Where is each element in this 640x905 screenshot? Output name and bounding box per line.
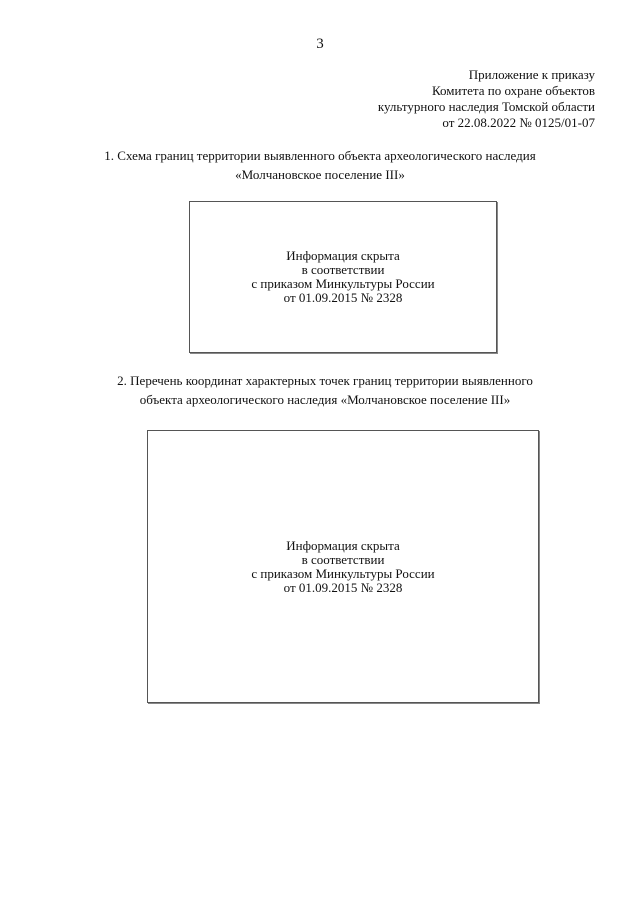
section-1-heading-line: 1. Схема границ территории выявленного объекта археологического наследия [104, 148, 536, 163]
section-1-heading [0, 146, 640, 184]
hidden-info-notice [251, 249, 434, 305]
notice-line: Информация скрыта [286, 248, 400, 263]
notice-line: Информация скрыта [286, 537, 400, 553]
notice-line: от 01.09.2015 № 2328 [283, 290, 403, 305]
appendix-line: культурного наследия Томской области [377, 99, 595, 114]
section-2-heading-line: объекта археологического наследия «Молчановское поселение III» [139, 392, 511, 407]
appendix-date-line: от 22.08.2022 № 0125/01-07 [442, 115, 595, 130]
appendix-line: Приложение к приказу [468, 67, 595, 82]
notice-line: с приказом Минкультуры России [251, 276, 435, 291]
hidden-map-box [189, 201, 497, 353]
notice-line: в соответствии [301, 551, 385, 567]
section-1-heading-line: «Молчановское поселение III» [235, 167, 405, 182]
page-number: 3 [316, 36, 324, 52]
notice-line: с приказом Минкультуры России [251, 565, 435, 581]
hidden-info-notice [251, 539, 434, 595]
notice-line: в соответствии [301, 262, 385, 277]
notice-line: от 01.09.2015 № 2328 [283, 579, 403, 595]
appendix-header [378, 67, 595, 131]
section-2-heading-line: 2. Перечень координат характерных точек границ территории выявленного [117, 373, 533, 388]
hidden-coordinates-box [147, 430, 539, 703]
section-2-heading [0, 371, 640, 409]
appendix-line: Комитета по охране объектов [432, 83, 595, 98]
